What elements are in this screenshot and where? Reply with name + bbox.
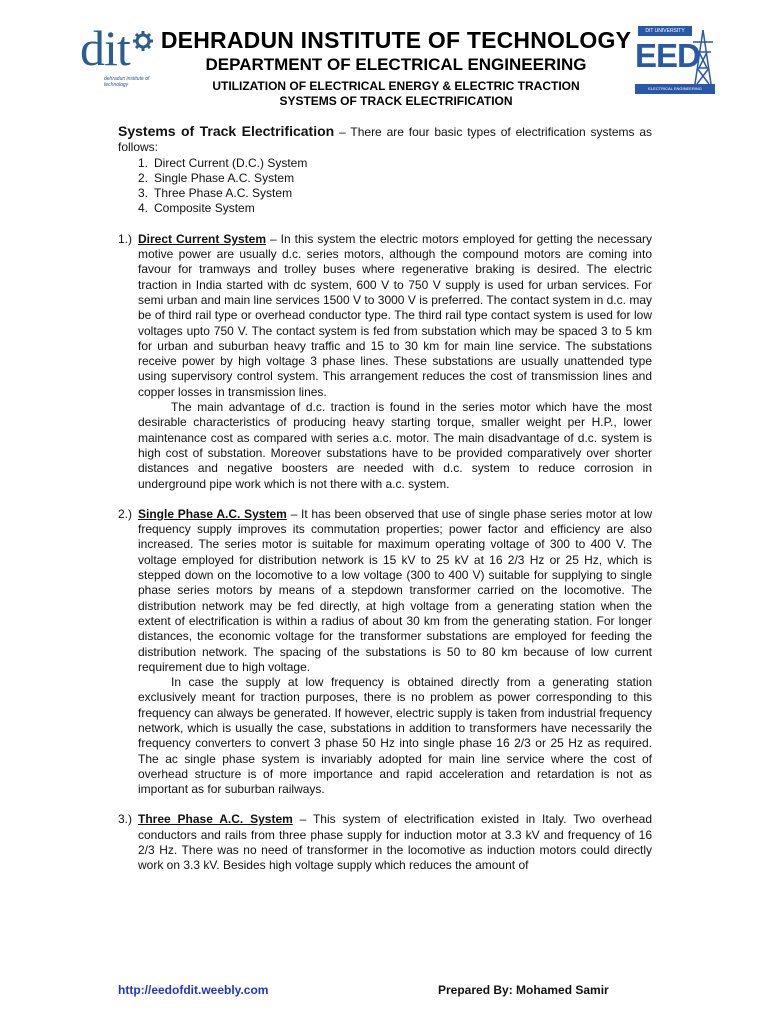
section-title: Direct Current System (138, 231, 267, 246)
paragraph-text: This system of electrification existed in Italy. Two overhead conductors and rails from three phase supply for induction motor at 3.3 kV and frequency of 16 2/3 Hz. There was no need of transformer in the locomotive as induction motors could directly work on 3.3 kV. Besides high voltage supply which reduces the amount of (138, 812, 653, 873)
list-label: Three Phase A.C. System (154, 186, 293, 201)
eed-logo-department: ELECTRICAL ENGINEERING DEPARTMENT (635, 84, 715, 94)
dit-logo-tagline: dehradun institute of technology (104, 76, 150, 88)
section-paragraph (138, 812, 652, 873)
list-item (138, 201, 652, 216)
subject-line: UTILIZATION OF ELECTRICAL ENERGY & ELECTRIC TRACTION (212, 79, 580, 93)
list-label: Direct Current (D.C.) System (154, 155, 308, 170)
document-body (118, 124, 652, 874)
list-number: 4. (138, 201, 149, 216)
list-number: 2. (138, 170, 149, 185)
transmission-tower-icon (691, 28, 715, 86)
section-paragraph: The main advantage of d.c. traction is found in the series motor which have the most desirable characteristics of producing heavy starting torque, smaller weight per H.P., lower maintenance cost as compared with series a.c. motor. The main disadvantage of d.c. system is high cost of substation. Moreover substations have to be provided comparatively over shorter distances and negative boosters are needed with d.c. system to reduce corrosion in underground pipe work which is not there with a.c. system. (138, 400, 652, 491)
section-single-phase-ac (118, 507, 652, 798)
list-label: Composite System (154, 201, 255, 216)
document-subtitle (160, 79, 632, 109)
section-paragraph (138, 507, 652, 675)
section-title: Single Phase A.C. System (138, 506, 287, 521)
topic-line: SYSTEMS OF TRACK ELECTRIFICATION (279, 94, 513, 108)
department-title: DEPARTMENT OF ELECTRICAL ENGINEERING (205, 55, 587, 74)
list-number: 3. (138, 186, 149, 201)
section-direct-current (118, 232, 652, 492)
eed-logo (633, 26, 717, 101)
gear-icon (132, 30, 154, 52)
title-dash: – (292, 812, 313, 827)
intro-paragraph (118, 124, 652, 156)
list-number: 1. (138, 155, 149, 170)
section-paragraph (138, 232, 652, 400)
intro-lead: Systems of Track Electrification (118, 123, 335, 139)
section-marker: 3.) (118, 812, 133, 827)
system-types-list (118, 156, 652, 217)
institute-title: DEHRADUN INSTITUTE OF TECHNOLOGY (160, 27, 632, 53)
section-marker: 2.) (118, 506, 133, 521)
section-marker: 1.) (118, 231, 133, 246)
eed-logo-mark: EED (635, 37, 700, 74)
list-item (138, 186, 652, 201)
title-dash: – (286, 506, 301, 521)
section-paragraph: In case the supply at low frequency is obtained directly from a generating station exclusively meant for traction purposes, there is no problem as power corresponding to this frequency can always be generated. If however, electric supply is taken from industrial frequency network, which is usually the case, substations in addition to transformers have necessarily the frequency converters to convert 3 phase 50 Hz into single phase 16 2/3 or 25 Hz as required. The ac single phase system is invariably adopted for main line service where the cost of overhead structure is of more importance and rapid acceleration and retardation is not as important as for suburban railways. (138, 675, 652, 797)
section-title: Three Phase A.C. System (138, 812, 293, 827)
list-item (138, 170, 652, 186)
paragraph-text: In this system the electric motors employed for getting the necessary motive power are usually d.c. series motors, although the compound motors are coming into favour for tramways and trolley buses where regenerative braking is desired. The electric traction in India started with dc system, 600 V to 750 V supply is used for urban services. For semi urban and main line services 1500 V to 3000 V is preferred. The contact system in d.c. may be of third rail type or overhead conductor type. The third rail type contact system is used for low voltages upto 750 V. The contact system is fed from substation which may be spaced 3 to 5 km for urban and suburban heavy traffic and 15 to 30 km for main line service. The substations receive power by high voltage 3 phase lines. These substations are usually unattended type using supervisory control system. This arrangement reduces the cost of transmission lines and copper losses in transmission lines. (138, 231, 653, 399)
title-dash: – (266, 231, 281, 246)
dit-logo (80, 20, 156, 92)
section-three-phase-ac (118, 812, 652, 873)
eed-logo-university: DIT UNIVERSITY (638, 26, 692, 36)
list-label: Single Phase A.C. System (154, 170, 295, 185)
dit-logo-text: dit (80, 20, 130, 76)
list-item (138, 155, 652, 171)
prepared-by: Prepared By: Mohamed Samir (438, 983, 609, 997)
website-link[interactable]: http://eedofdit.weebly.com (118, 983, 269, 997)
paragraph-text: It has been observed that use of single phase series motor at low frequency supply improves its commutation properties; power factor and efficiency are also increased. The series motor is suitable for maximum operating voltage of 300 to 400 V. The voltage employed for distribution network is 15 kV to 25 kV at 16 2/3 Hz or 25 Hz, which is stepped down on the locomotive to a low voltage (300 to 400 V) suitable for supplying to single phase series motors by means of a stepdown transformer carried on the locomotive. The distribution network may be fed directly, at high voltage from a generating station when the extent of electrification is within a radius of about 30 km from the generating station. For longer distances, the economic voltage for the transformer substations are employed for feeding the distribution network. The spacing of the substations is 50 to 80 km because of low current requirement due to high voltage. (138, 506, 653, 674)
intro-text: – There are four basic types of electrification systems as follows: (118, 125, 653, 155)
